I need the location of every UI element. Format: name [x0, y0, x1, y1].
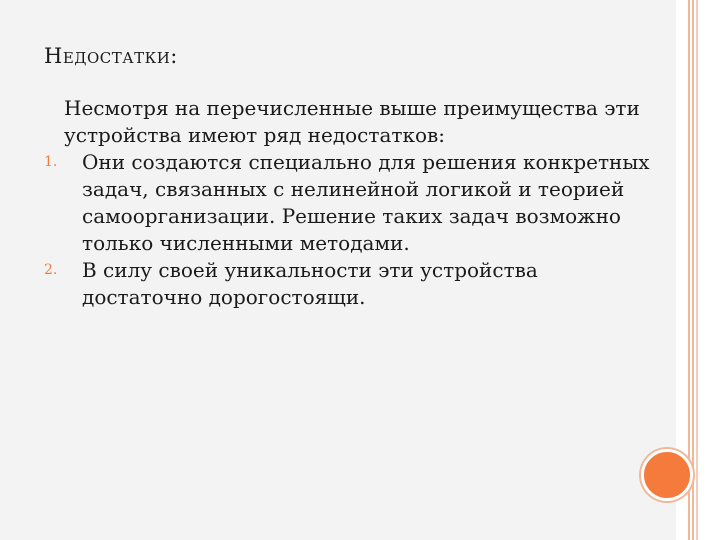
slide-body: [44, 95, 664, 311]
decorative-circle: [641, 449, 693, 501]
list-item: [44, 149, 664, 257]
list-number: 2.: [44, 262, 58, 278]
intro-paragraph: Несмотря на перечисленные выше преимущества эти устройства имеют ряд недостатков:: [64, 96, 640, 147]
list-item: [44, 257, 664, 311]
frame-line: [692, 0, 694, 540]
frame-line: [688, 0, 690, 540]
list-number: 1.: [44, 154, 58, 170]
frame-line: [696, 0, 698, 540]
list-item-text: В силу своей уникальности эти устройства достаточно дорогостоящи.: [82, 258, 538, 309]
slide-title: Недостатки:: [44, 44, 178, 68]
list-item-text: Они создаются специально для решения конкретных задач, связанных с нелинейной логикой и теорией самоорганизации. Решение таких задач возможно только численными методами.: [82, 150, 650, 255]
